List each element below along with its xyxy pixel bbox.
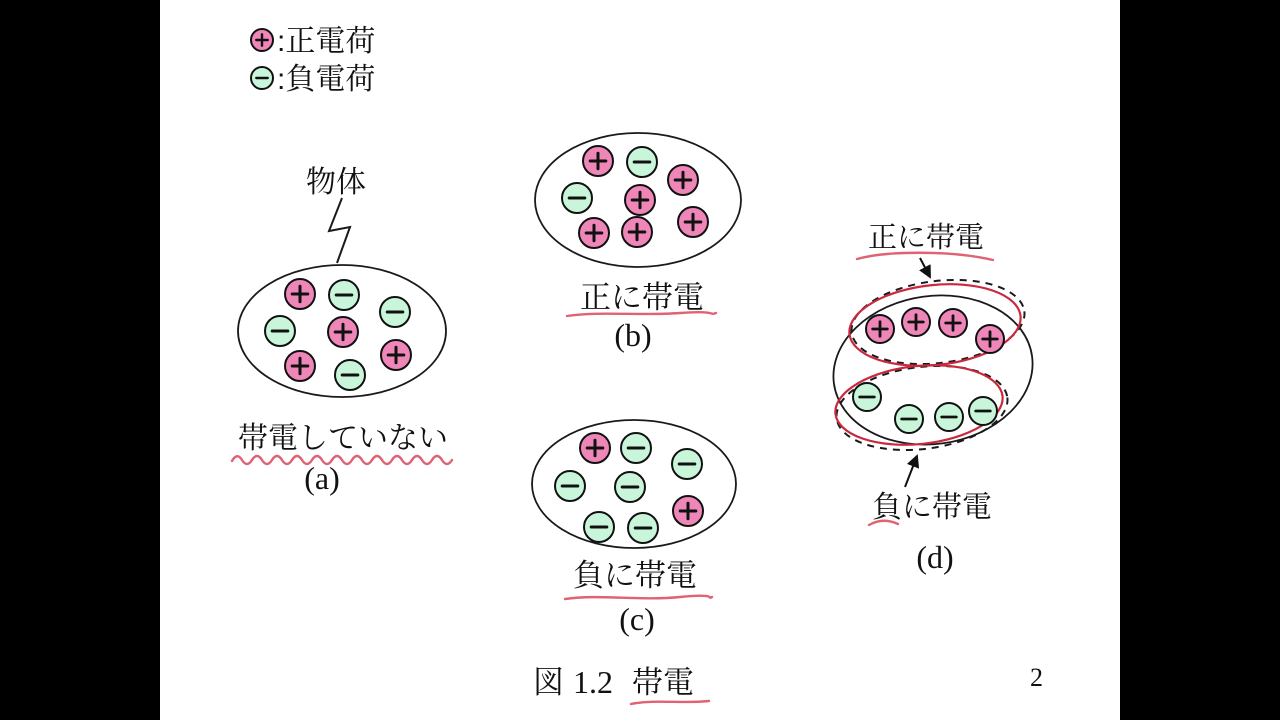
caption-number: 1.2: [573, 664, 613, 700]
object-label: 物体: [306, 166, 366, 199]
bottom-label-d: 負に帯電: [872, 491, 992, 524]
figure-c: [532, 420, 736, 637]
slide: [160, 0, 1120, 720]
letterbox-left: [0, 0, 160, 720]
legend: [251, 25, 375, 96]
caption-b: 正に帯電: [580, 280, 704, 315]
caption-c: 負に帯電: [573, 558, 697, 593]
diagram-canvas: [160, 0, 1120, 720]
figure-b: [535, 133, 741, 353]
charges-b: [562, 146, 708, 248]
legend-negative-label: :負電荷: [277, 63, 376, 96]
letterbox-right: [1120, 0, 1280, 720]
underline-c: [565, 596, 712, 599]
caption-title: 帯電: [632, 665, 694, 700]
charges-a: [265, 279, 411, 390]
figure-caption: [533, 664, 709, 704]
body-ellipse-d: [824, 283, 1043, 457]
charges-c: [555, 433, 703, 543]
page-number: 2: [1030, 663, 1043, 692]
legend-charge-markers: [251, 29, 273, 89]
tag-b: (b): [614, 317, 652, 353]
tag-a: (a): [304, 460, 340, 496]
object-pointer-zigzag: [329, 198, 350, 263]
top-label-d: 正に帯電: [867, 222, 985, 254]
figure-d: [824, 221, 1043, 575]
arrow-to-positive-region: [920, 258, 930, 277]
tag-c: (c): [619, 601, 655, 637]
figure-a: [232, 166, 452, 496]
caption-a: 帯電していない: [238, 422, 448, 455]
tag-d: (d): [916, 539, 954, 575]
caption-fig-word: 図: [533, 665, 564, 700]
legend-positive-label: :正電荷: [277, 25, 376, 58]
charges-d: [853, 308, 1004, 433]
caption-underline: [631, 701, 709, 704]
wavy-underline-a: [232, 456, 452, 464]
arrow-to-negative-region: [905, 456, 917, 487]
